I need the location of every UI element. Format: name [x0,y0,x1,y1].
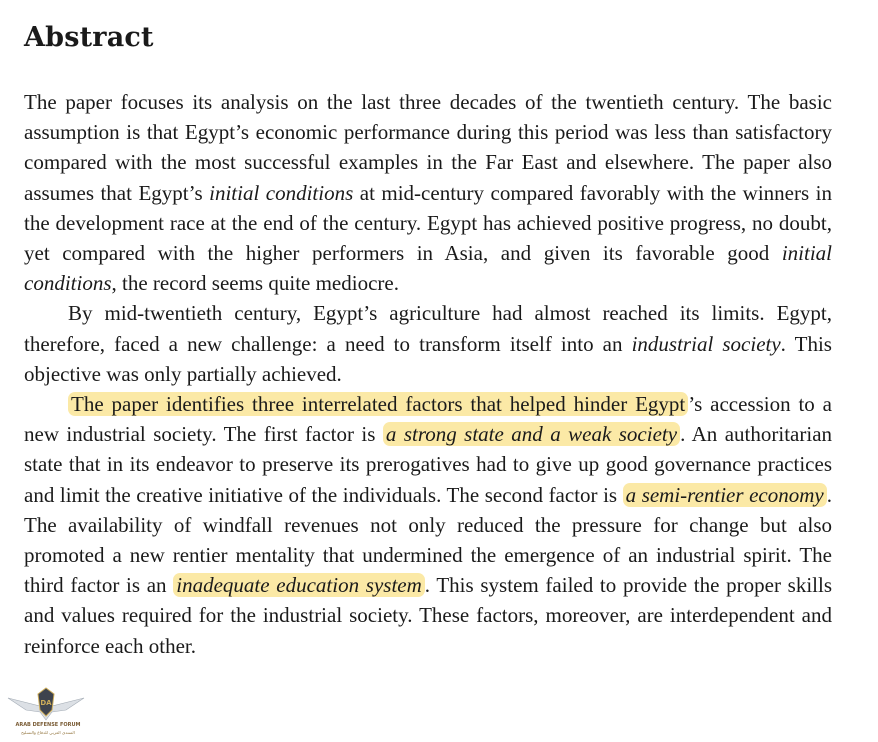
forum-watermark-logo [6,680,86,738]
section-heading: Abstract [24,22,154,53]
highlighted-key-factor: a strong state and a weak society [383,422,680,446]
highlighted-sentence: The paper identifies three interrelated factors that helped hinder Egypt [68,392,688,416]
italic-term: initial conditions [24,241,832,296]
text-run: , the record seems quite mediocre. [111,271,399,296]
text-run: The paper focuses its analysis on the last three decades of the twentieth century. The basic assumption is that Egypt’s economic performance during this period was less than satisfactory compared with the most successful examples in the Far East and elsewhere. The paper also assumes that Egypt’s [24,90,832,205]
italic-term: industrial society [631,331,781,356]
watermark-caption-arabic: المنتدى العربي للدفاع والتسليح [21,730,75,735]
abstract-body [24,87,832,661]
text-run: . This objective was only partially achieved. [24,331,832,386]
highlighted-key-factor: a semi-rentier economy [623,483,827,507]
text-run: . An authoritarian state that in its endeavor to preserve its prerogatives had to give up good governance practices and limit the creative initiative of the individuals. The second factor is [24,422,833,507]
text-run: . The availability of windfall revenues not only reduced the pressure for change but also promoted a new rentier mentality that undermined the emergence of an industrial spirit. The third factor is an [24,482,832,598]
watermark-caption: ARAB DEFENSE FORUM [15,722,81,728]
text-run: at mid-century compared favorably with the winners in the development race at the end of the century. Egypt has achieved positive progress, no doubt, yet compared with the higher performers in Asia, and given its favorable good [24,180,832,266]
watermark-logo-text: DA [40,699,52,707]
italic-term: initial conditions [209,180,354,205]
text-run: By mid-twentieth century, Egypt’s agriculture had almost reached its limits. Egypt, therefore, faced a new challenge: a need to transform itself into an [24,301,832,356]
highlighted-key-factor: inadequate education system [173,573,425,597]
text-run: . This system failed to provide the proper skills and values required for the industrial society. These factors, moreover, are interdependent and reinforce each other. [24,573,833,658]
abstract-paragraph [24,298,832,389]
text-run: ’s accession to a new industrial society. The first factor is [24,392,833,447]
abstract-paragraph [24,87,832,298]
abstract-paragraph [24,389,832,661]
